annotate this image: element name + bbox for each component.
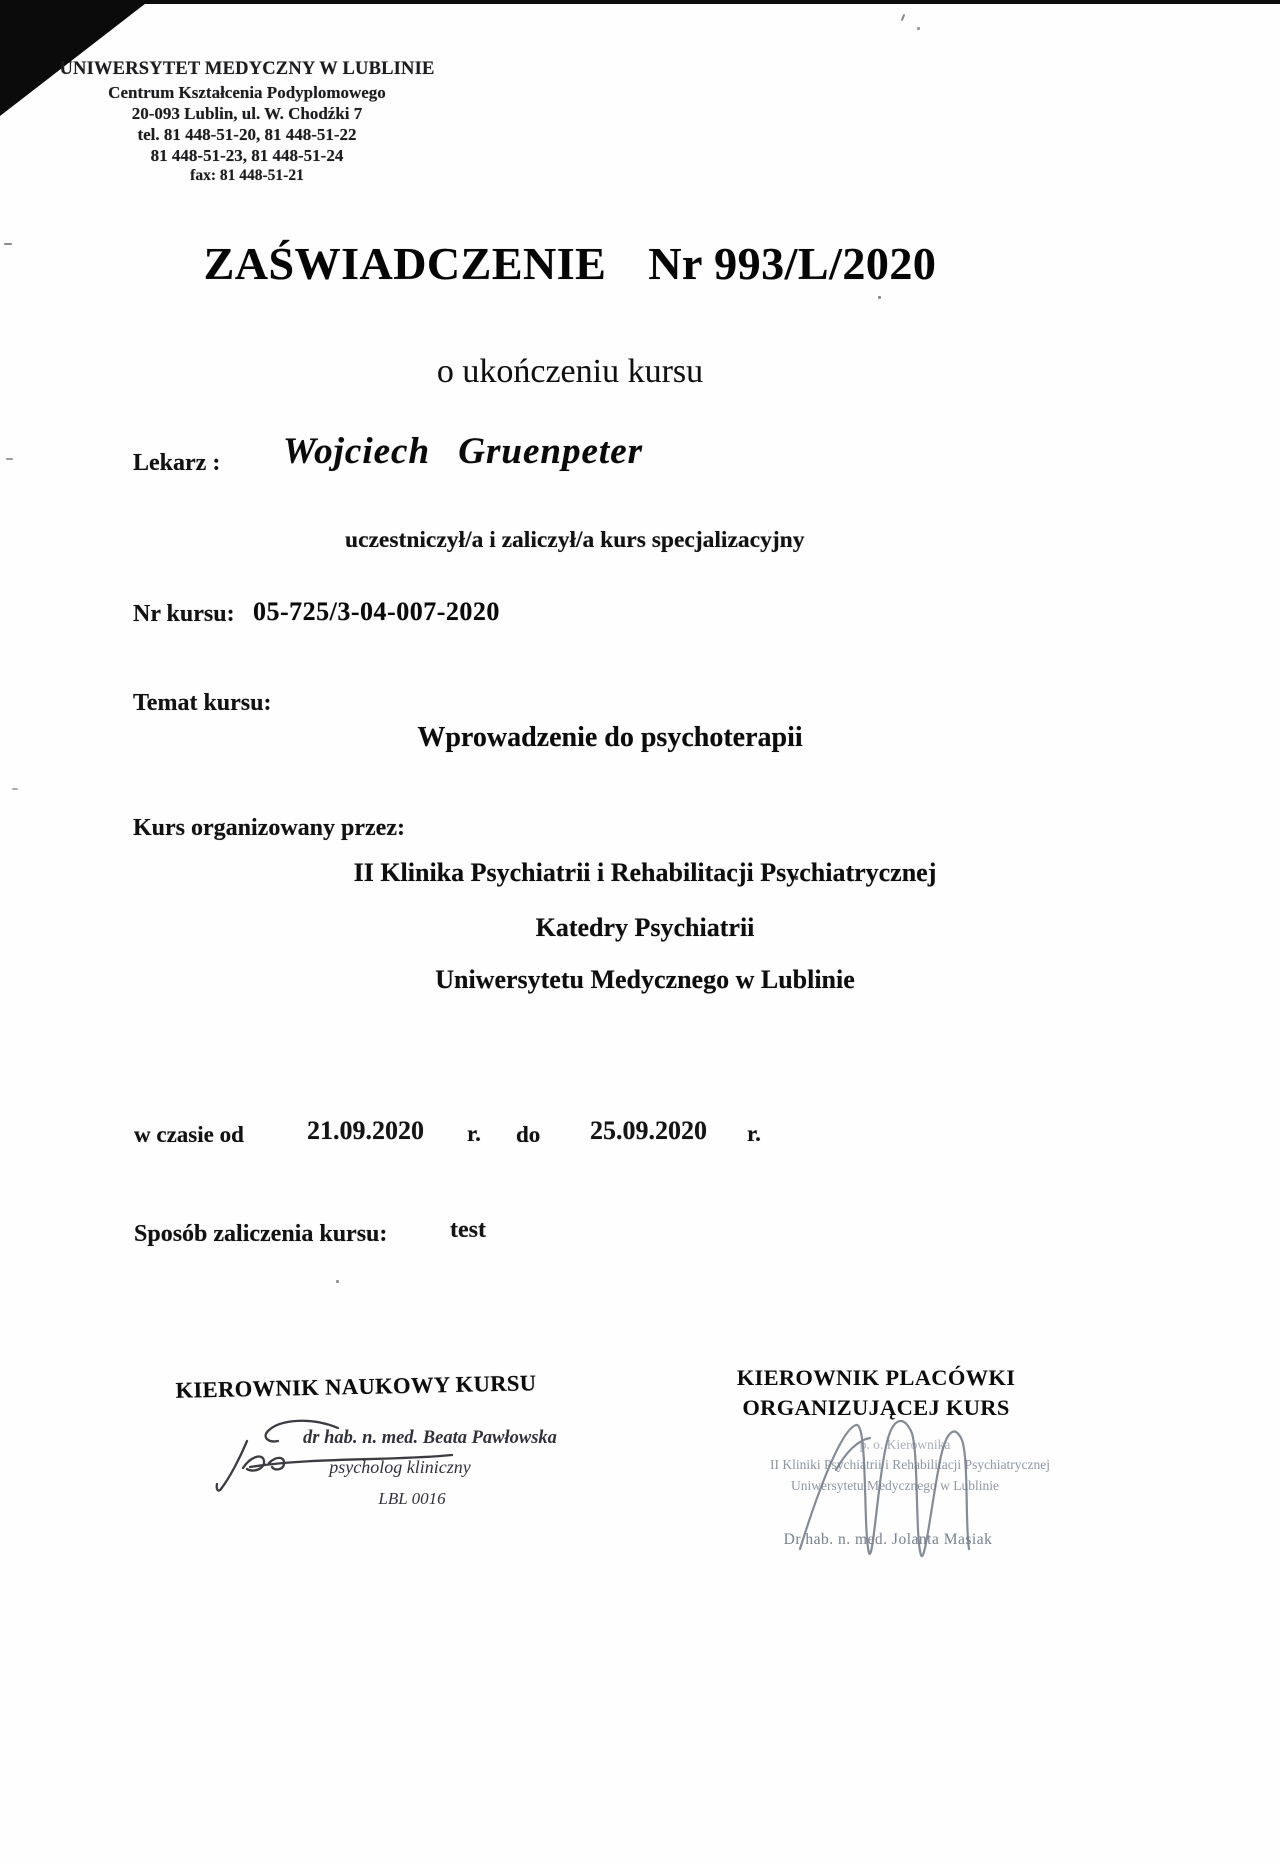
- certificate-subtitle: o ukończeniu kursu: [436, 353, 704, 390]
- completion-method-label: Sposób zaliczenia kursu:: [134, 1221, 388, 1247]
- right-stamp-clinic: II Kliniki Psychiatrii i Rehabilitacji Psychiatrycznej: [769, 1457, 1051, 1472]
- scientific-director-header: KIEROWNIK NAUKOWY KURSU: [175, 1370, 537, 1403]
- organizing-unit-director-header: [700, 1363, 1052, 1422]
- organizer-line-university: Uniwersytetu Medycznego w Lublinie: [435, 965, 855, 994]
- certificate-number: Nr 993/L/2020: [648, 238, 937, 289]
- scan-speck: [336, 1280, 339, 1283]
- doctor-name: Wojciech Gruenpeter: [283, 431, 644, 472]
- duration-end-suffix: r.: [747, 1121, 761, 1146]
- duration-end-date: 25.09.2020: [590, 1116, 707, 1145]
- certificate-title-row: [20, 237, 1120, 290]
- course-number-label: Nr kursu:: [133, 601, 235, 627]
- course-topic: Wprowadzenie do psychoterapii: [417, 722, 803, 753]
- organizer-label: Kurs organizowany przez:: [133, 815, 405, 841]
- letterhead-fax: fax: 81 448-51-21: [190, 166, 304, 184]
- organizer-line-clinic: II Klinika Psychiatrii i Rehabilitacji Psychiatrycznej: [353, 858, 937, 887]
- scan-speck: [901, 14, 906, 21]
- duration-start-date: 21.09.2020: [307, 1116, 424, 1145]
- certificate-title: ZAŚWIADCZENIE: [203, 238, 607, 289]
- scan-speck: [12, 788, 18, 790]
- scan-artifact-top-bar: [0, 0, 1280, 4]
- letterhead-phone-1: tel. 81 448-51-20, 81 448-51-22: [137, 124, 357, 144]
- scan-speck: [6, 458, 13, 460]
- right-stamp-signer-name: Dr hab. n. med. Jolanta Masiak: [783, 1531, 993, 1548]
- letterhead: [48, 60, 446, 183]
- right-header-line2: ORGANIZUJĄCEJ KURS: [742, 1394, 1010, 1420]
- right-stamp-acting-head: p. o. Kierownika: [859, 1437, 951, 1452]
- doctor-label: Lekarz :: [133, 450, 221, 476]
- completion-method-value: test: [450, 1217, 486, 1243]
- scan-speck: [878, 296, 881, 299]
- letterhead-address: 20-093 Lublin, ul. W. Chodźki 7: [131, 103, 363, 123]
- left-stamp-name: dr hab. n. med. Beata Pawłowska: [303, 1428, 557, 1448]
- duration-prefix: w czasie od: [134, 1122, 244, 1147]
- scan-speck: [4, 243, 12, 245]
- scan-speck: [917, 27, 920, 30]
- organizer-line-department: Katedry Psychiatrii: [535, 913, 755, 942]
- left-stamp-license: LBL 0016: [378, 1489, 446, 1508]
- duration-start-suffix: r.: [467, 1121, 481, 1146]
- course-number-value: 05-725/3-04-007-2020: [253, 597, 500, 626]
- letterhead-center: Centrum Kształcenia Podyplomowego: [108, 82, 386, 102]
- left-stamp-title: psycholog kliniczny: [329, 1457, 471, 1477]
- participation-statement: uczestniczył/a i zaliczył/a kurs specjalizacyjny: [345, 527, 805, 553]
- course-topic-label: Temat kursu:: [133, 690, 272, 716]
- right-stamp-university: Uniwersytetu Medycznego w Lublinie: [790, 1478, 1000, 1493]
- duration-connector: do: [516, 1122, 541, 1147]
- letterhead-university: UNIWERSYTET MEDYCZNY W LUBLINIE: [59, 59, 435, 79]
- right-header-line1: KIEROWNIK PLACÓWKI: [736, 1365, 1016, 1390]
- letterhead-phone-2: 81 448-51-23, 81 448-51-24: [150, 145, 344, 165]
